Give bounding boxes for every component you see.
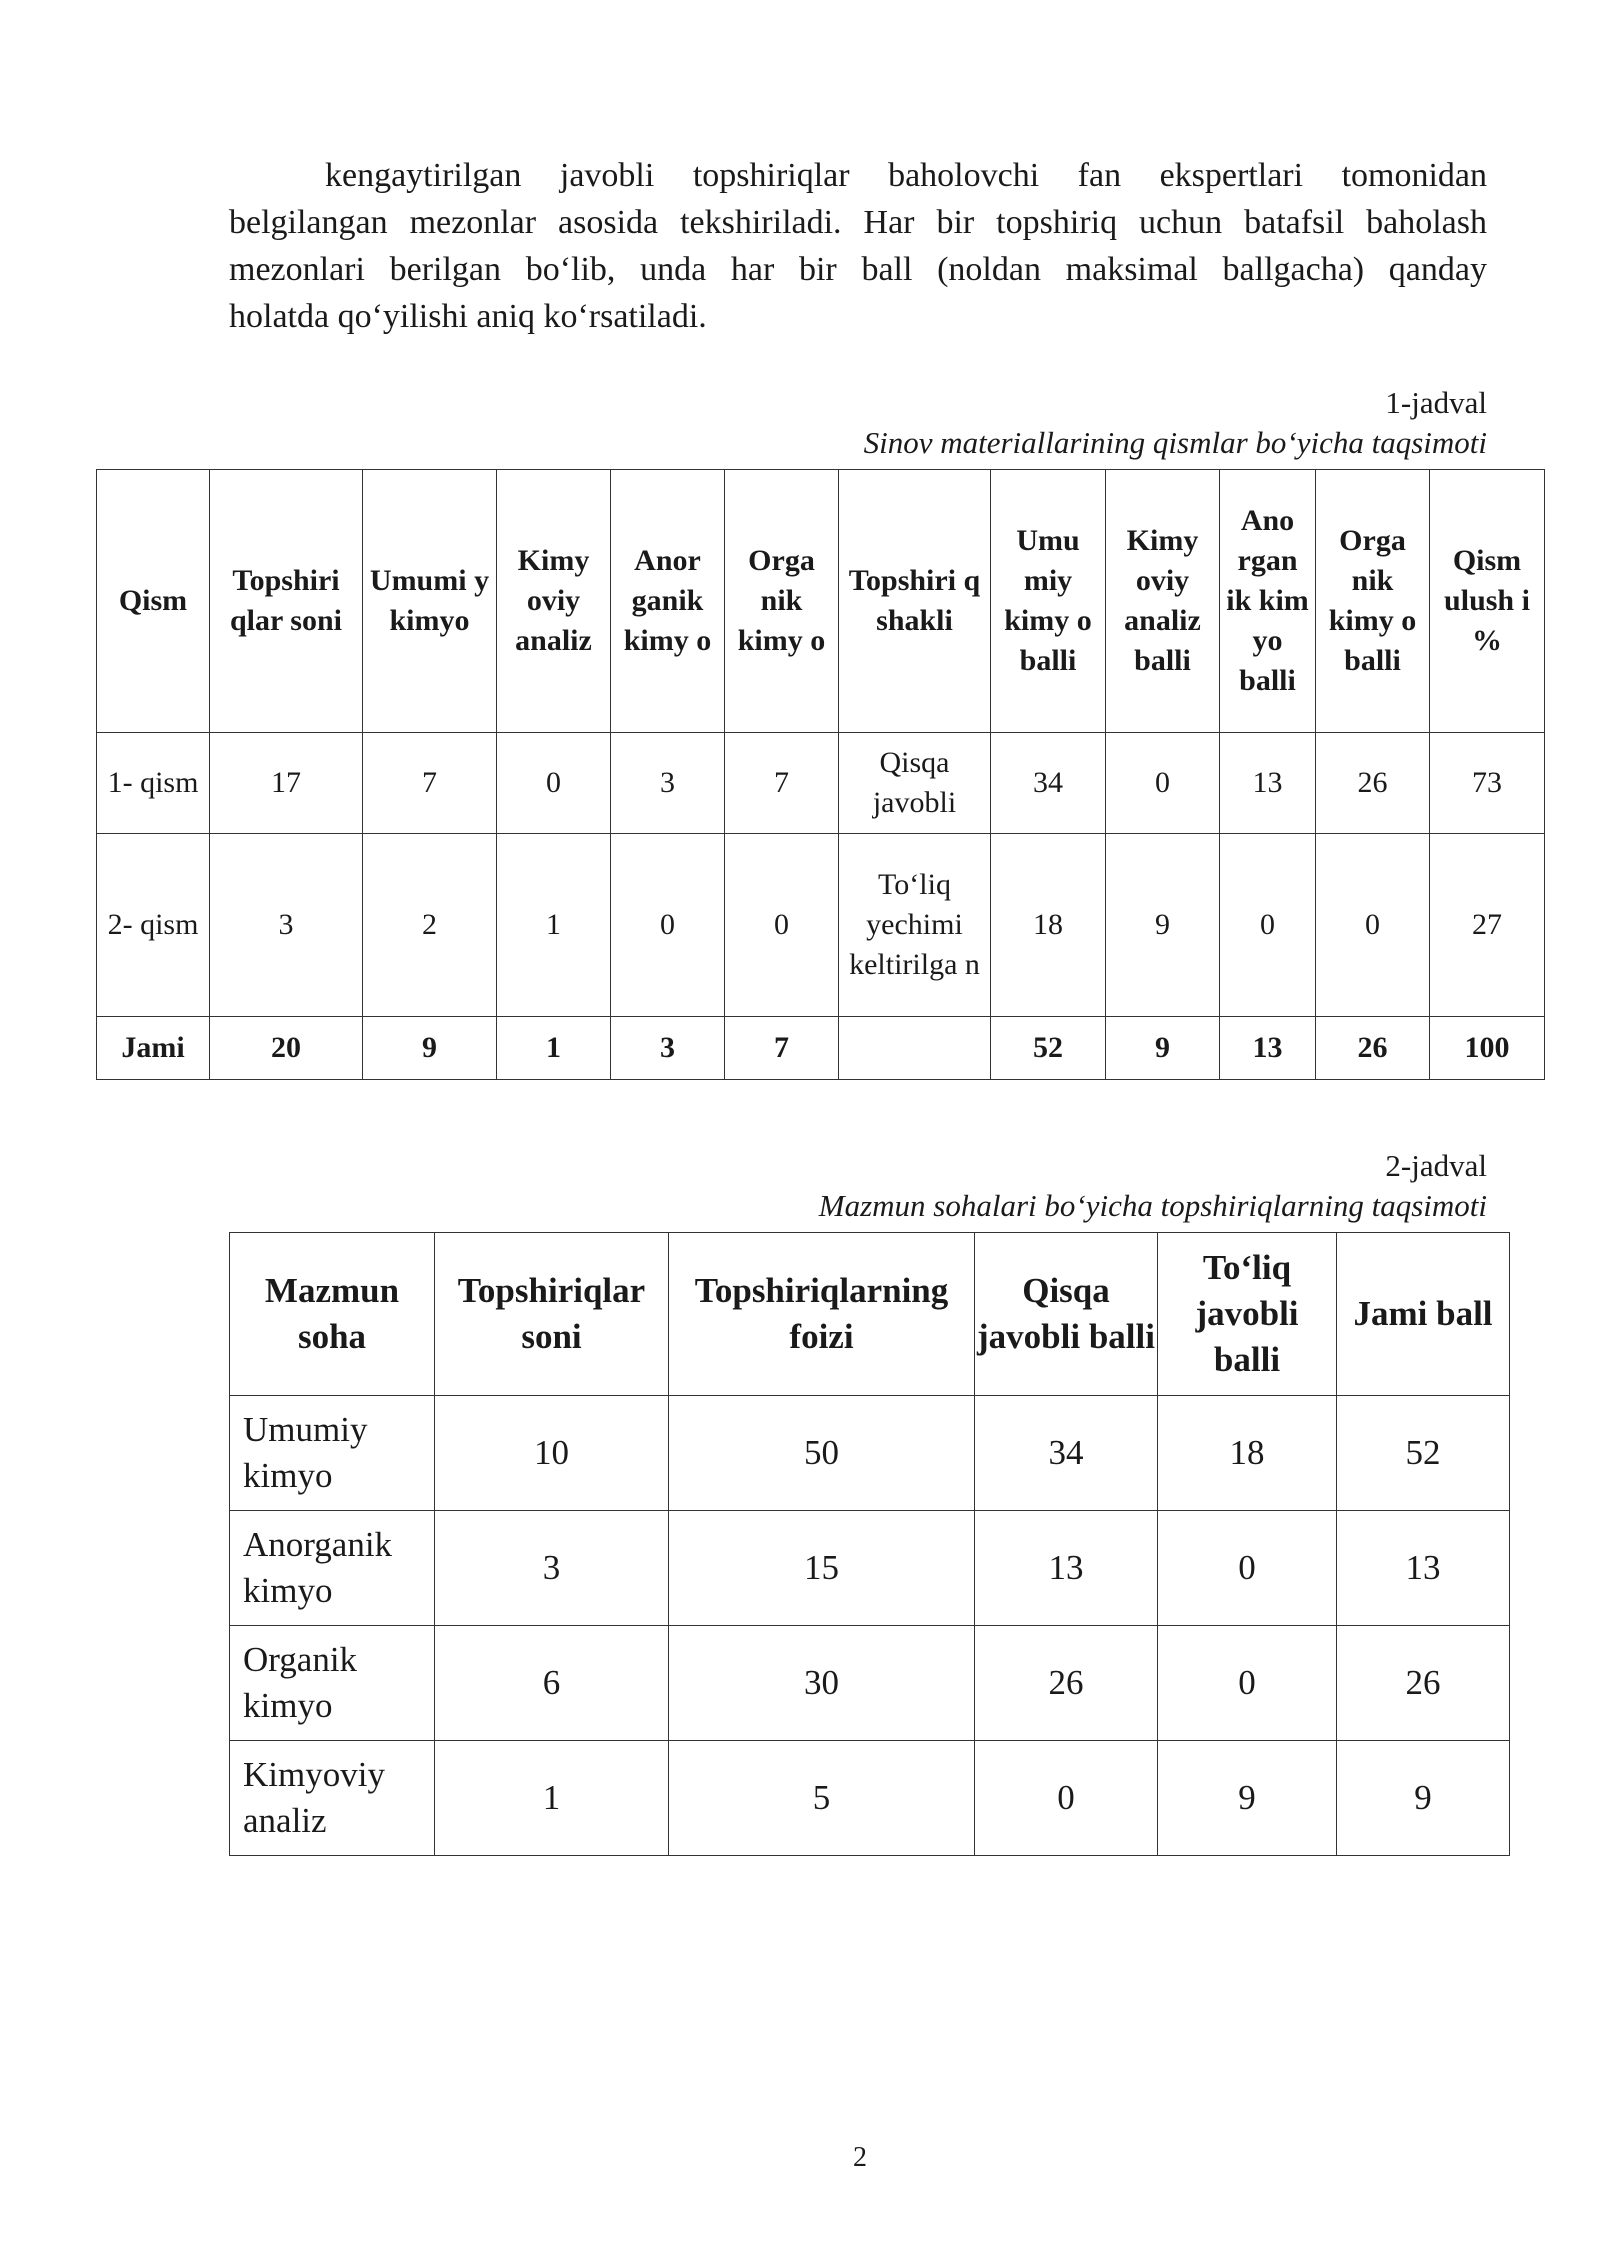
table2-cell: 26 [1337,1626,1510,1741]
table1 [96,469,1545,1080]
table2-title: Mazmun sohalari bo‘yicha topshiriqlarning taqsimoti [818,1188,1487,1223]
table1-cell: 26 [1316,733,1430,834]
table2-cell: 3 [435,1511,669,1626]
table2-cell: 6 [435,1626,669,1741]
table1-cell: 52 [991,1017,1106,1080]
table2-cell: 0 [1158,1511,1337,1626]
table1-cell: 7 [363,733,497,834]
table1-header: Umu miy kimy o balli [991,470,1106,733]
table1-cell: 0 [1106,733,1220,834]
table2-header: Qisqa javobli balli [975,1233,1158,1396]
table1-cell: 1 [497,834,611,1017]
table2-cell: 18 [1158,1396,1337,1511]
table1-cell: 0 [725,834,839,1017]
table1-cell: 2- qism [97,834,210,1017]
table1-cell: 9 [1106,1017,1220,1080]
table1-header: Anor ganik kimy o [611,470,725,733]
table1-header: Topshiri qlar soni [210,470,363,733]
table1-cell: 13 [1220,1017,1316,1080]
table2-header: To‘liq javobli balli [1158,1233,1337,1396]
table1-cell: 26 [1316,1017,1430,1080]
table-row [230,1511,1510,1626]
paragraph-line: mezonlari berilgan bo‘lib, unda har bir ball (noldan maksimal ballgacha) qanday [229,251,1487,288]
table2-header: Topshiriqlar soni [435,1233,669,1396]
page-number: 2 [853,2142,867,2173]
table2-cell: Umumiy kimyo [230,1396,435,1511]
table2-cell: 30 [669,1626,975,1741]
table1-header: Umumi y kimyo [363,470,497,733]
table1-cell: 0 [1220,834,1316,1017]
table2-cell: Organik kimyo [230,1626,435,1741]
table1-cell: 20 [210,1017,363,1080]
table2-cell: 50 [669,1396,975,1511]
table1-cell: 34 [991,733,1106,834]
table1-header: Ano rgan ik kim yo balli [1220,470,1316,733]
table2-cell: 13 [1337,1511,1510,1626]
table1-cell: 1 [497,1017,611,1080]
table1-cell: 2 [363,834,497,1017]
table1-cell: 7 [725,733,839,834]
table-row [230,1396,1510,1511]
table2-header: Topshiriqlarning foizi [669,1233,975,1396]
table1-cell: 9 [363,1017,497,1080]
table2-cell: 9 [1337,1741,1510,1856]
paragraph-line: holatda qo‘yilishi aniq ko‘rsatiladi. [229,298,707,335]
table2 [229,1232,1510,1856]
table2-cell: 0 [975,1741,1158,1856]
table1-cell: Jami [97,1017,210,1080]
table1-cell: 9 [1106,834,1220,1017]
table1-cell: 7 [725,1017,839,1080]
body-paragraph [229,152,1487,340]
table2-cell: 1 [435,1741,669,1856]
table1-cell: 0 [1316,834,1430,1017]
paragraph-line: kengaytirilgan javobli topshiriqlar baholovchi fan ekspertlari tomonidan [325,157,1487,194]
table2-number: 2-jadval [1385,1148,1487,1183]
table1-cell: 17 [210,733,363,834]
table2-cell: Anorganik kimyo [230,1511,435,1626]
table2-cell: 5 [669,1741,975,1856]
table2-cell: 9 [1158,1741,1337,1856]
table1-cell: 0 [611,834,725,1017]
paragraph-line: belgilangan mezonlar asosida tekshiriladi. Har bir topshiriq uchun batafsil baholash [229,204,1487,241]
table1-cell: 73 [1430,733,1545,834]
table1-cell: 100 [1430,1017,1545,1080]
table1-header: Kimy oviy analiz [497,470,611,733]
table1-cell: 3 [210,834,363,1017]
table1-cell: 27 [1430,834,1545,1017]
table1-header: Kimy oviy analiz balli [1106,470,1220,733]
table1-cell: 18 [991,834,1106,1017]
table1-cell: 1- qism [97,733,210,834]
table2-header: Mazmun soha [230,1233,435,1396]
table2-cell: 0 [1158,1626,1337,1741]
table2-cell: 10 [435,1396,669,1511]
table2-cell: 34 [975,1396,1158,1511]
table1-cell: Qisqa javobli [839,733,991,834]
table1-header: Qism [97,470,210,733]
table1-header: Topshiri q shakli [839,470,991,733]
table1-header: Orga nik kimy o [725,470,839,733]
table1-cell: 3 [611,1017,725,1080]
table-row [230,1741,1510,1856]
table-row [97,834,1545,1017]
table2-cell: 26 [975,1626,1158,1741]
table1-cell [839,1017,991,1080]
table1-header-row [97,470,1545,733]
table1-header: Qism ulush i % [1430,470,1545,733]
table1-cell: To‘liq yechimi keltirilga n [839,834,991,1017]
table2-cell: 15 [669,1511,975,1626]
table-row [97,733,1545,834]
table1-header: Orga nik kimy o balli [1316,470,1430,733]
table2-header-row [230,1233,1510,1396]
table1-cell: 13 [1220,733,1316,834]
table1-title: Sinov materiallarining qismlar bo‘yicha taqsimoti [863,425,1487,460]
table2-cell: Kimyoviy analiz [230,1741,435,1856]
table2-cell: 52 [1337,1396,1510,1511]
table-row [230,1626,1510,1741]
table2-header: Jami ball [1337,1233,1510,1396]
table1-total-row [97,1017,1545,1080]
table1-number: 1-jadval [1385,385,1487,420]
table1-cell: 0 [497,733,611,834]
table1-cell: 3 [611,733,725,834]
table2-cell: 13 [975,1511,1158,1626]
